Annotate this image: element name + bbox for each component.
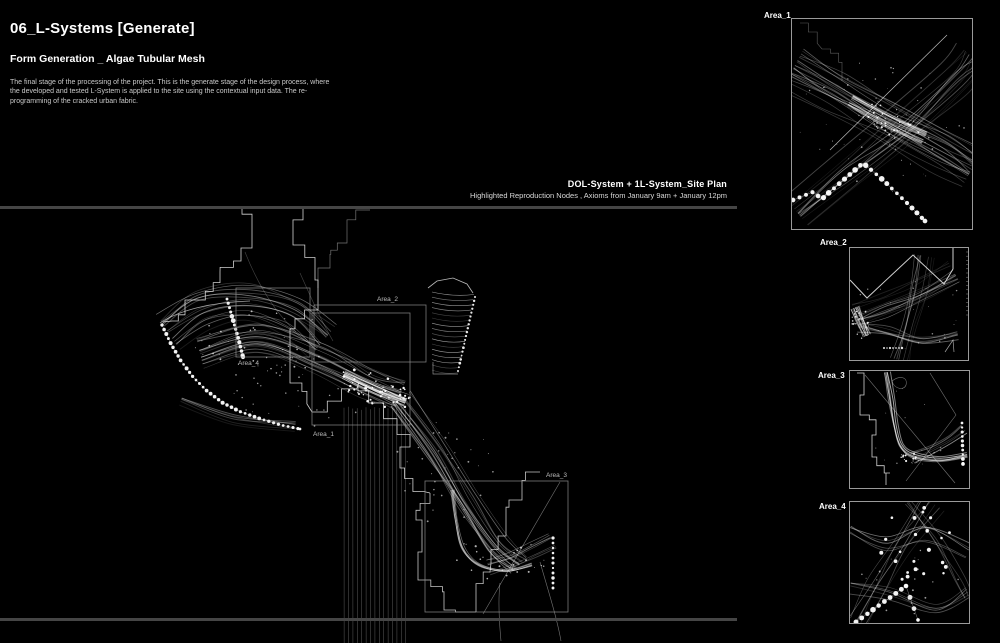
area-1-label: Area_1 xyxy=(764,11,791,20)
area-3-drawing xyxy=(850,371,969,488)
plan-annotation-label: Area_1 xyxy=(313,431,334,438)
bottom-divider-rule xyxy=(0,618,737,621)
area-2-panel xyxy=(849,247,969,361)
area-1-panel xyxy=(791,18,973,230)
area-2-label: Area_2 xyxy=(820,238,847,247)
header-block xyxy=(10,20,370,106)
plan-caption-title: DOL-System + 1L-System_Site Plan xyxy=(567,179,727,189)
area-2-drawing xyxy=(850,248,968,360)
area-4-drawing xyxy=(850,502,969,623)
area-4-panel xyxy=(849,501,970,624)
page-subtitle: Form Generation _ Algae Tubular Mesh xyxy=(10,53,205,66)
top-divider-rule xyxy=(0,206,737,209)
plan-caption-subtitle: Highlighted Reproduction Nodes , Axioms from January 9am + January 12pm xyxy=(469,191,727,200)
area-4-label: Area_4 xyxy=(819,502,846,511)
plan-annotation-label: Area_3 xyxy=(546,472,567,479)
page-title: 06_L-Systems [Generate] xyxy=(10,20,195,37)
plan-annotation-label: Area_2 xyxy=(377,296,398,303)
area-3-panel xyxy=(849,370,970,489)
area-3-label: Area_3 xyxy=(818,371,845,380)
intro-paragraph: The final stage of the processing of the project. This is the generate stage of the design process, where the developed and tested L-System is applied to the site using the contextual input data. The re-programming of the cracked urban fabric. xyxy=(10,79,330,105)
plan-annotation-box xyxy=(314,305,426,362)
plan-annotation-label: Area_4 xyxy=(238,360,259,367)
area-1-drawing xyxy=(792,19,972,229)
plan-caption xyxy=(470,179,727,200)
